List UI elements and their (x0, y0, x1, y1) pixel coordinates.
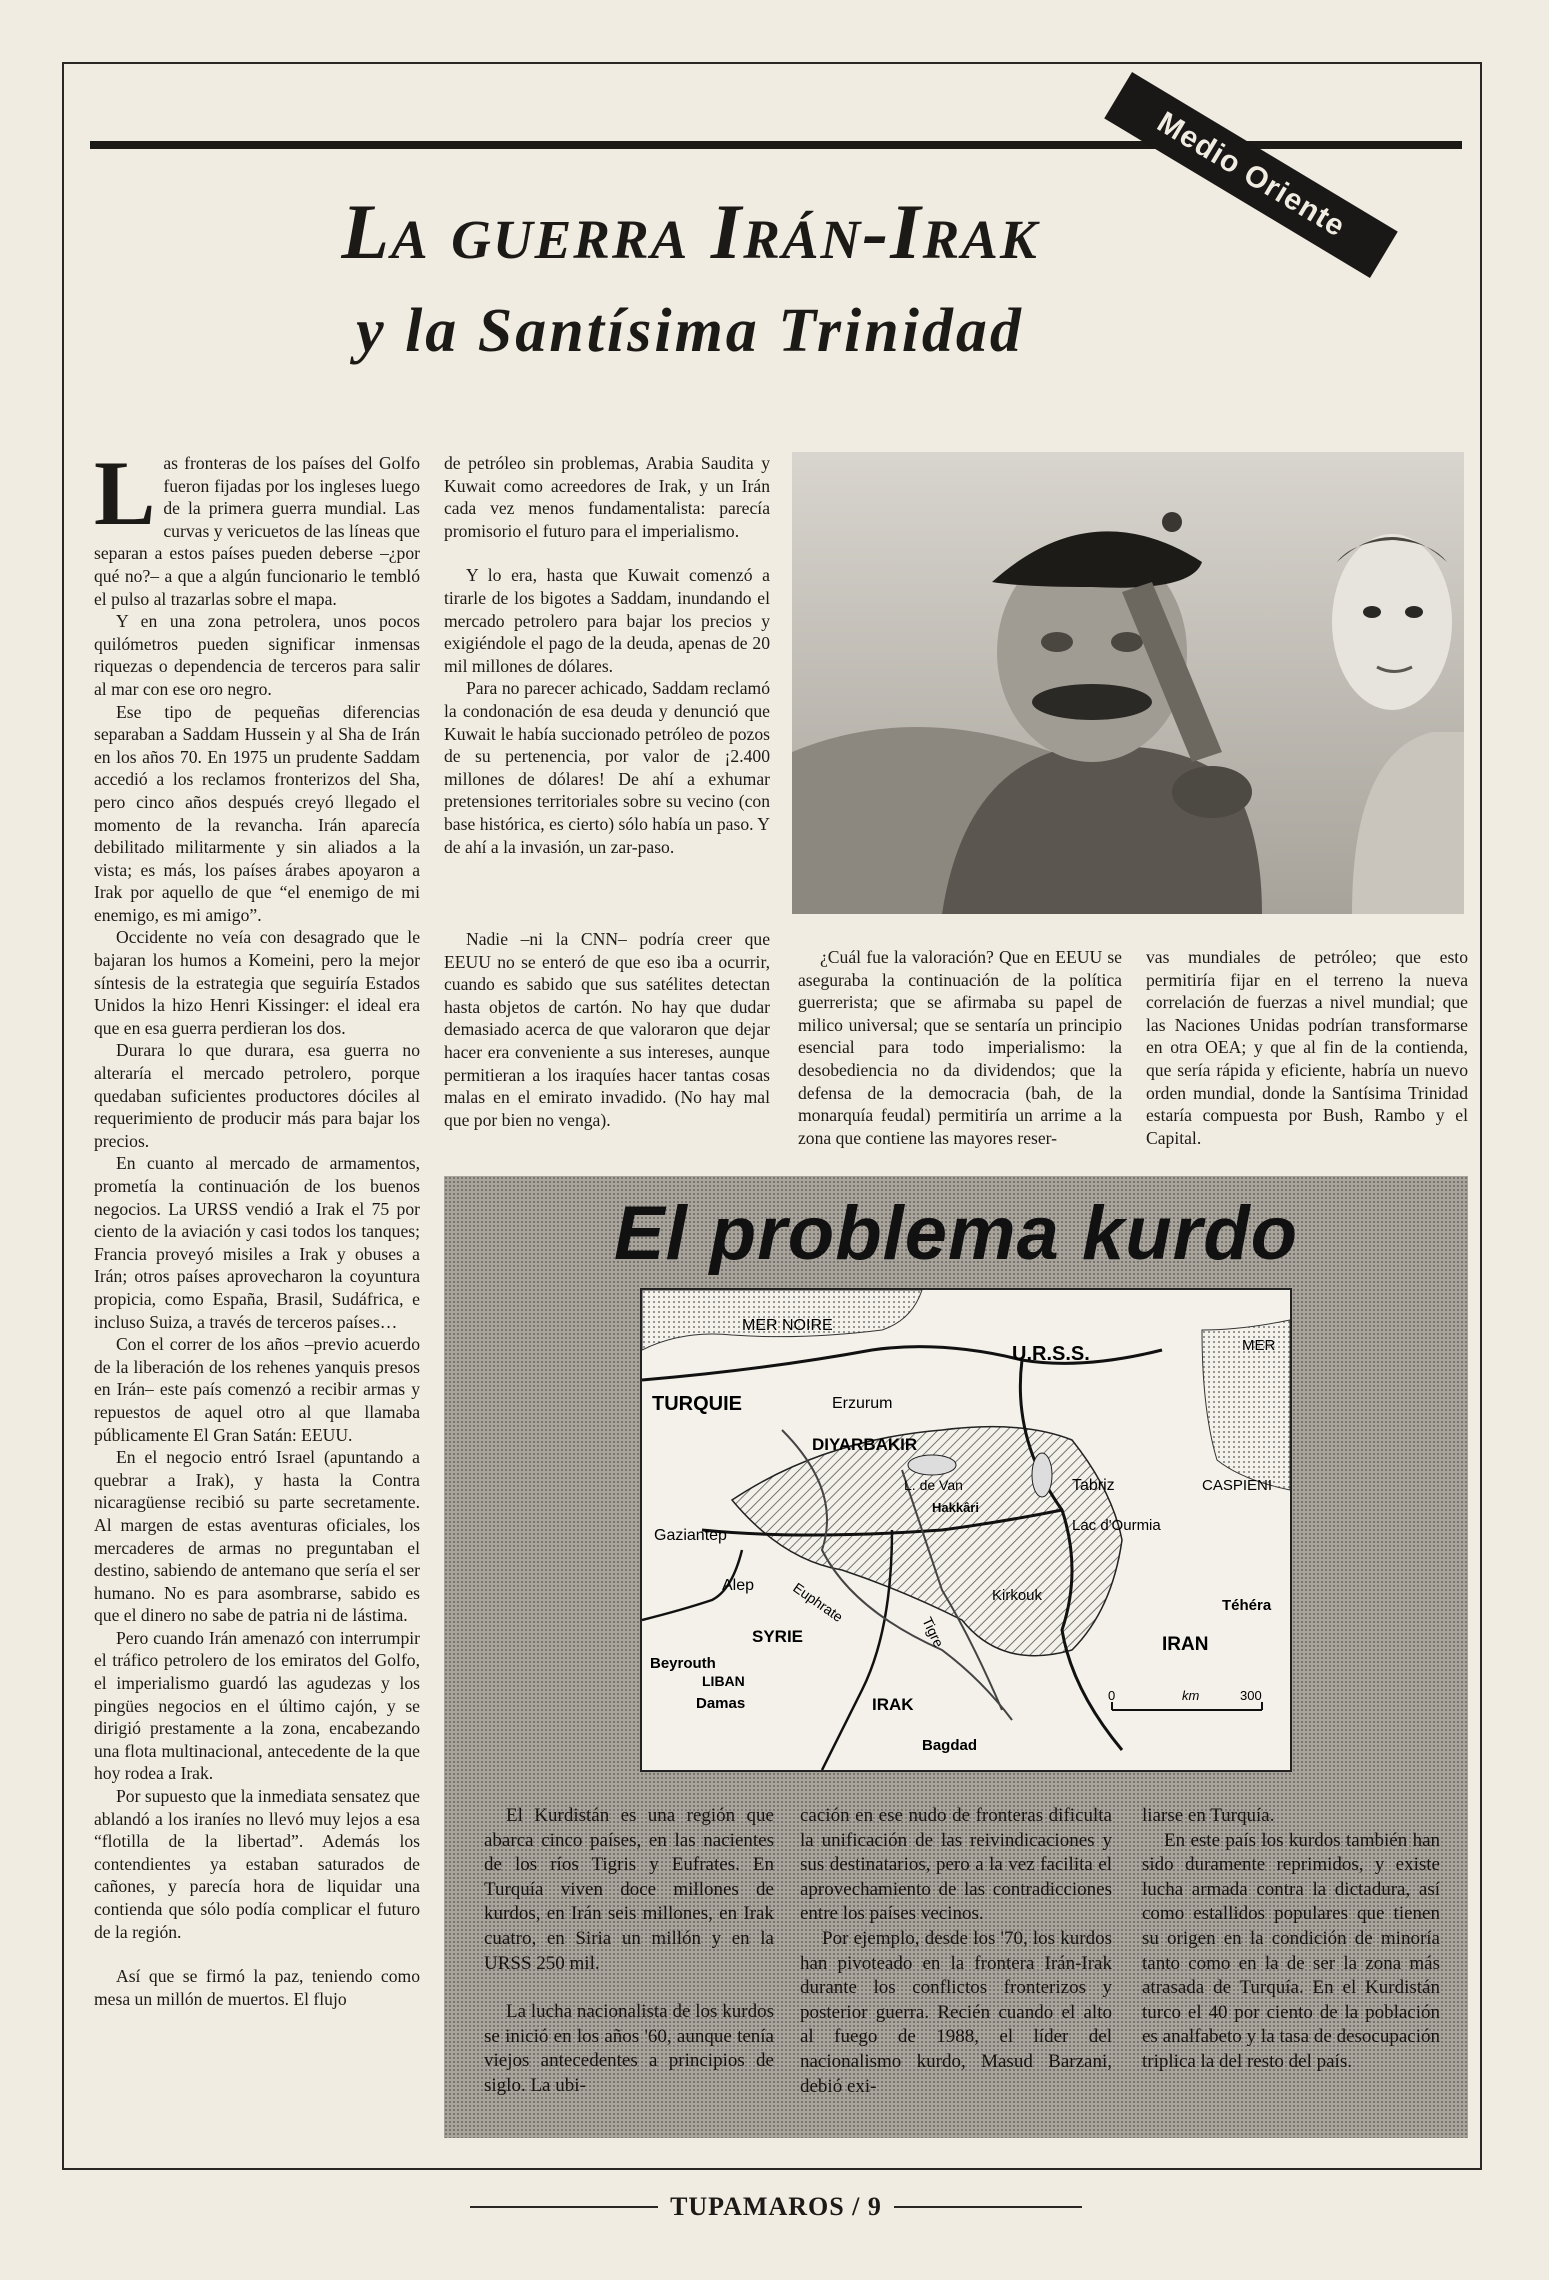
article-paragraph: Nadie –ni la CNN– podría creer que EEUU no se enteró de que eso iba a ocurrir, cuando es sabido que sus satélites detectan hasta objetos de cartón. No hay que dudar demasiado acerca de que valoraron que dejar hacer era conveniente a sus intereses, aunque permitieran a los iraquíes hacer tantas cosas malas en el emirato invadido. (No hay mal que por bien no venga). (444, 929, 770, 1130)
article-paragraph: Para no parecer achicado, Saddam reclamó la condonación de esa deuda y denunció que Kuwait le había succionado petróleo de pozos de su pertenencia, por valor de ¡2.400 millones de dólares! De ahí a exhumar pretensiones territoriales sobre su vecino (con base histórica, es cierto) sólo había un paso. Y de ahí a la invasión, un zar-paso. (444, 678, 770, 857)
map-label-gaziantep: Gaziantep (654, 1527, 727, 1544)
article-paragraph: Occidente no veía con desagrado que le bajaran los humos a Komeini, pero la mejor síntesis de la estrategia que seguiría Estados Unidos la hizo Henri Kissinger: el ideal era que en esa guerra perdieran los dos. (94, 927, 420, 1038)
sidebar-paragraph: Por ejemplo, desde los '70, los kurdos han pivoteado en la frontera Irán-Irak durante los conflictos fronterizos y posterior guerra. Recién cuando el alto al fuego de 1988, el líder del nacionalismo kurdo, Masud Barzani, debió exi- (800, 1927, 1112, 2097)
sidebar-paragraph: La lucha nacionalista de los kurdos se inició en los años '60, aunque tenía viejos antecedentes a principios de siglo. La ubi- (484, 2001, 774, 2096)
sidebar-column-3 (1142, 1804, 1440, 2075)
map-label-ussr: U.R.S.S. (1012, 1343, 1090, 1365)
article-paragraph: ¿Cuál fue la valoración? Que en EEUU se aseguraba la continuación de la política guerrerista; que se afirmaba su papel de milico universal; que se sentaría un principio esencial para todo imperialismo: la desobediencia no da dividendos; que la defensa de la democracia (bah, de la monarquía feudal) permitiría un arrime a la zona que contiene las mayores reser- (798, 947, 1122, 1148)
map-label-tabriz: Tabriz (1072, 1477, 1115, 1494)
photo-illustration (792, 452, 1464, 914)
map-label-irak: IRAK (872, 1695, 914, 1714)
map-label-diyarbakir: DIYARBAKIR (812, 1435, 918, 1454)
kurdistan-map (640, 1288, 1292, 1772)
article-paragraph: Y en una zona petrolera, unos pocos quilómetros pueden significar inmensas riquezas o dependencia de terceros para salir al mar con ese oro negro. (94, 611, 420, 699)
sidebar-paragraph: liarse en Turquía. (1142, 1805, 1275, 1826)
sidebar-paragraph: cación en ese nudo de fronteras dificulta la unificación de las reivindicaciones y sus destinatarios, pero a la vez facilita el aprovechamiento de las contradicciones entre los países vecinos. (800, 1805, 1112, 1925)
article-paragraph: Con el correr de los años –previo acuerdo de la liberación de los rehenes yanquis presos en Irán– este país comenzó a recibir armas y repuestos de aquel otro al que llamaba públicamente El Gran Satán: EEUU. (94, 1334, 420, 1445)
map-label-euphrate: Euphrate (790, 1579, 847, 1626)
map-label-caspian-a: MER (1242, 1337, 1276, 1354)
article-column-4 (798, 946, 1122, 1149)
map-label-iran: IRAN (1162, 1634, 1209, 1655)
section-tag: Medio Oriente (1104, 72, 1398, 278)
footer-text: TUPAMAROS / 9 (658, 2192, 894, 2221)
map-scale-300: 300 (1240, 1688, 1262, 1703)
article-paragraph: de petróleo sin problemas, Arabia Saudita y Kuwait como acreedores de Irak, y un Irán cada vez menos fundamentalista: parecía promisorio el futuro para el imperialismo. (444, 453, 770, 541)
sidebar-paragraph: En este país los kurdos también han sido duramente reprimidos, y existe lucha armada contra la dictadura, así como estallidos populares que tienen su origen en la condición de minoría tanto como en la de ser la zona más atrasada de Turquía. En el Kurdistán turco el 40 por ciento de la población es analfabeto y la tasa de desocupación triplica la del resto del país. (1142, 1829, 1440, 2072)
sidebar-column-2 (800, 1804, 1112, 2099)
sidebar-title: El problema kurdo (613, 1191, 1299, 1276)
article-paragraph: En el negocio entró Israel (apuntando a quebrar a Irak), y hasta la Contra nicaragüense recibió su parte secretamente. Al margen de estas aventuras oficiales, los mercaderes de armas no preguntaban el destino, sabiendo de antemano que sería el ser humano. No es para asombrarse, sabido es que el dinero no sabe de patria ni de lástima. (94, 1447, 420, 1626)
sidebar-paragraph: El Kurdistán es una región que abarca cinco países, en las nacientes de los ríos Tigris y Eufrates. En Turquía viven doce millones de kurdos, en Irán seis millones, en Irak cuatro, en Siria un millón y en la URSS 250 mil. (484, 1805, 774, 1974)
headline: La guerra Irán-Irak (341, 188, 1039, 275)
map-label-turkey: TURQUIE (652, 1393, 742, 1415)
map-scale-unit: km (1182, 1688, 1200, 1703)
article-column-1 (94, 442, 420, 2010)
article-column-2 (444, 452, 770, 858)
map-label-kirkouk: Kirkouk (992, 1587, 1043, 1604)
map-label-lake-urmia: Lac d'Ourmia (1072, 1517, 1161, 1534)
map-label-tigre: Tigre (919, 1614, 948, 1650)
subheadline: y la Santísima Trinidad (356, 297, 1024, 365)
article-column-5 (1146, 946, 1468, 1149)
page-footer (90, 2192, 1462, 2222)
map-label-lake-van: L. de Van (904, 1477, 963, 1493)
masked-figures-photo (792, 452, 1464, 914)
map-label-teheran: Téhéra (1222, 1597, 1272, 1614)
article-paragraph: Ese tipo de pequeñas diferencias separaban a Saddam Hussein y al Sha de Irán en los años 70. En 1975 un prudente Saddam accedió a los reclamos fronterizos del Sha, pero cinco años después creyó llegado el momento de la revancha. Irán aparecía debilitado militarmente y sin aliados a la vista; es más, los países árabes apoyaron a Irak por aquello de que “el enemigo de mi enemigo, es mi amigo”. (94, 701, 420, 925)
map-label-alep: Alep (722, 1577, 755, 1594)
map-label-erzurum: Erzurum (832, 1395, 893, 1412)
map-label-caspian-b: CASPIENI (1202, 1477, 1273, 1494)
map-label-beyrouth: Beyrouth (650, 1655, 716, 1672)
map-illustration (642, 1290, 1290, 1770)
article-paragraph: Por supuesto que la inmediata sensatez que ablandó a los iraníes no llevó muy lejos a esa “flotilla de la libertad”. Además los contendientes ya estaban saturados de cañones, y parecía hora de liquidar una contienda que sólo podía complicar el futuro de la región. (94, 1786, 420, 1942)
drop-cap: L (94, 442, 156, 544)
map-label-hakkari: Hakkâri (932, 1500, 979, 1515)
map-label-damas: Damas (696, 1695, 746, 1712)
map-scale-zero: 0 (1108, 1688, 1116, 1703)
article-paragraph: Pero cuando Irán amenazó con interrumpir el tráfico petrolero de los emiratos del Golfo, el imperialismo guardó las agudezas y los pingües negocios en el último cajón, y se dirigió prestamente a la zona, encabezando una flota multinacional, antecedente de la que hoy rodea a Irak. (94, 1627, 420, 1784)
map-label-bagdad: Bagdad (922, 1737, 978, 1754)
article-paragraph: Y lo era, hasta que Kuwait comenzó a tirarle de los bigotes a Saddam, inundando el mercado petrolero para bajar los precios y exigiéndole el pago de la deuda, apenas de 20 mil millones de dólares. (444, 565, 770, 676)
article-paragraph: Las fronteras de los países del Golfo fueron fijadas por los ingleses luego de la primera guerra mundial. Las curvas y vericuetos de las líneas que separan a estos países pueden deberse –¿por qué no?– a que a algún funcionario le tembló el pulso al trazarlas sobre el mapa. (94, 442, 420, 609)
map-label-syria: SYRIE (752, 1627, 804, 1646)
article-paragraph: Así que se firmó la paz, teniendo como mesa un millón de muertos. El flujo (94, 1966, 420, 2009)
article-paragraph: vas mundiales de petróleo; que esto permitiría fijar en el terreno la nueva correlación de fuerzas a nivel mundial; que las Naciones Unidas podrían transformarse en otra OEA; y que al fin de la contienda, que sería rápida y eficiente, habría un nuevo orden mundial, donde la Santísima Trinidad estaría compuesta por Bush, Rambo y el Capital. (1146, 947, 1468, 1148)
article-column-3 (444, 928, 770, 1131)
article-paragraph: Durara lo que durara, esa guerra no alteraría el mercado petrolero, porque quedaban suficientes productores dóciles al requerimiento de producir más para bajar los precios. (94, 1040, 420, 1151)
map-label-liban: LIBAN (702, 1673, 745, 1689)
kurdish-problem-sidebar (444, 1176, 1468, 2138)
sidebar-column-1 (484, 1804, 774, 2099)
map-label-black-sea: MER NOIRE (742, 1317, 833, 1334)
article-paragraph: En cuanto al mercado de armamentos, prometía la continuación de los buenos negocios. La URSS vendió a Irak el 75 por ciento de la aviación y casi todos los tanques; Francia proveyó misiles a Irak y obuses a Irán; otros países aprovecharon la coyuntura propicia, como España, Brasil, Sudáfrica, e incluso Suiza, a través de terceros países… (94, 1153, 420, 1332)
